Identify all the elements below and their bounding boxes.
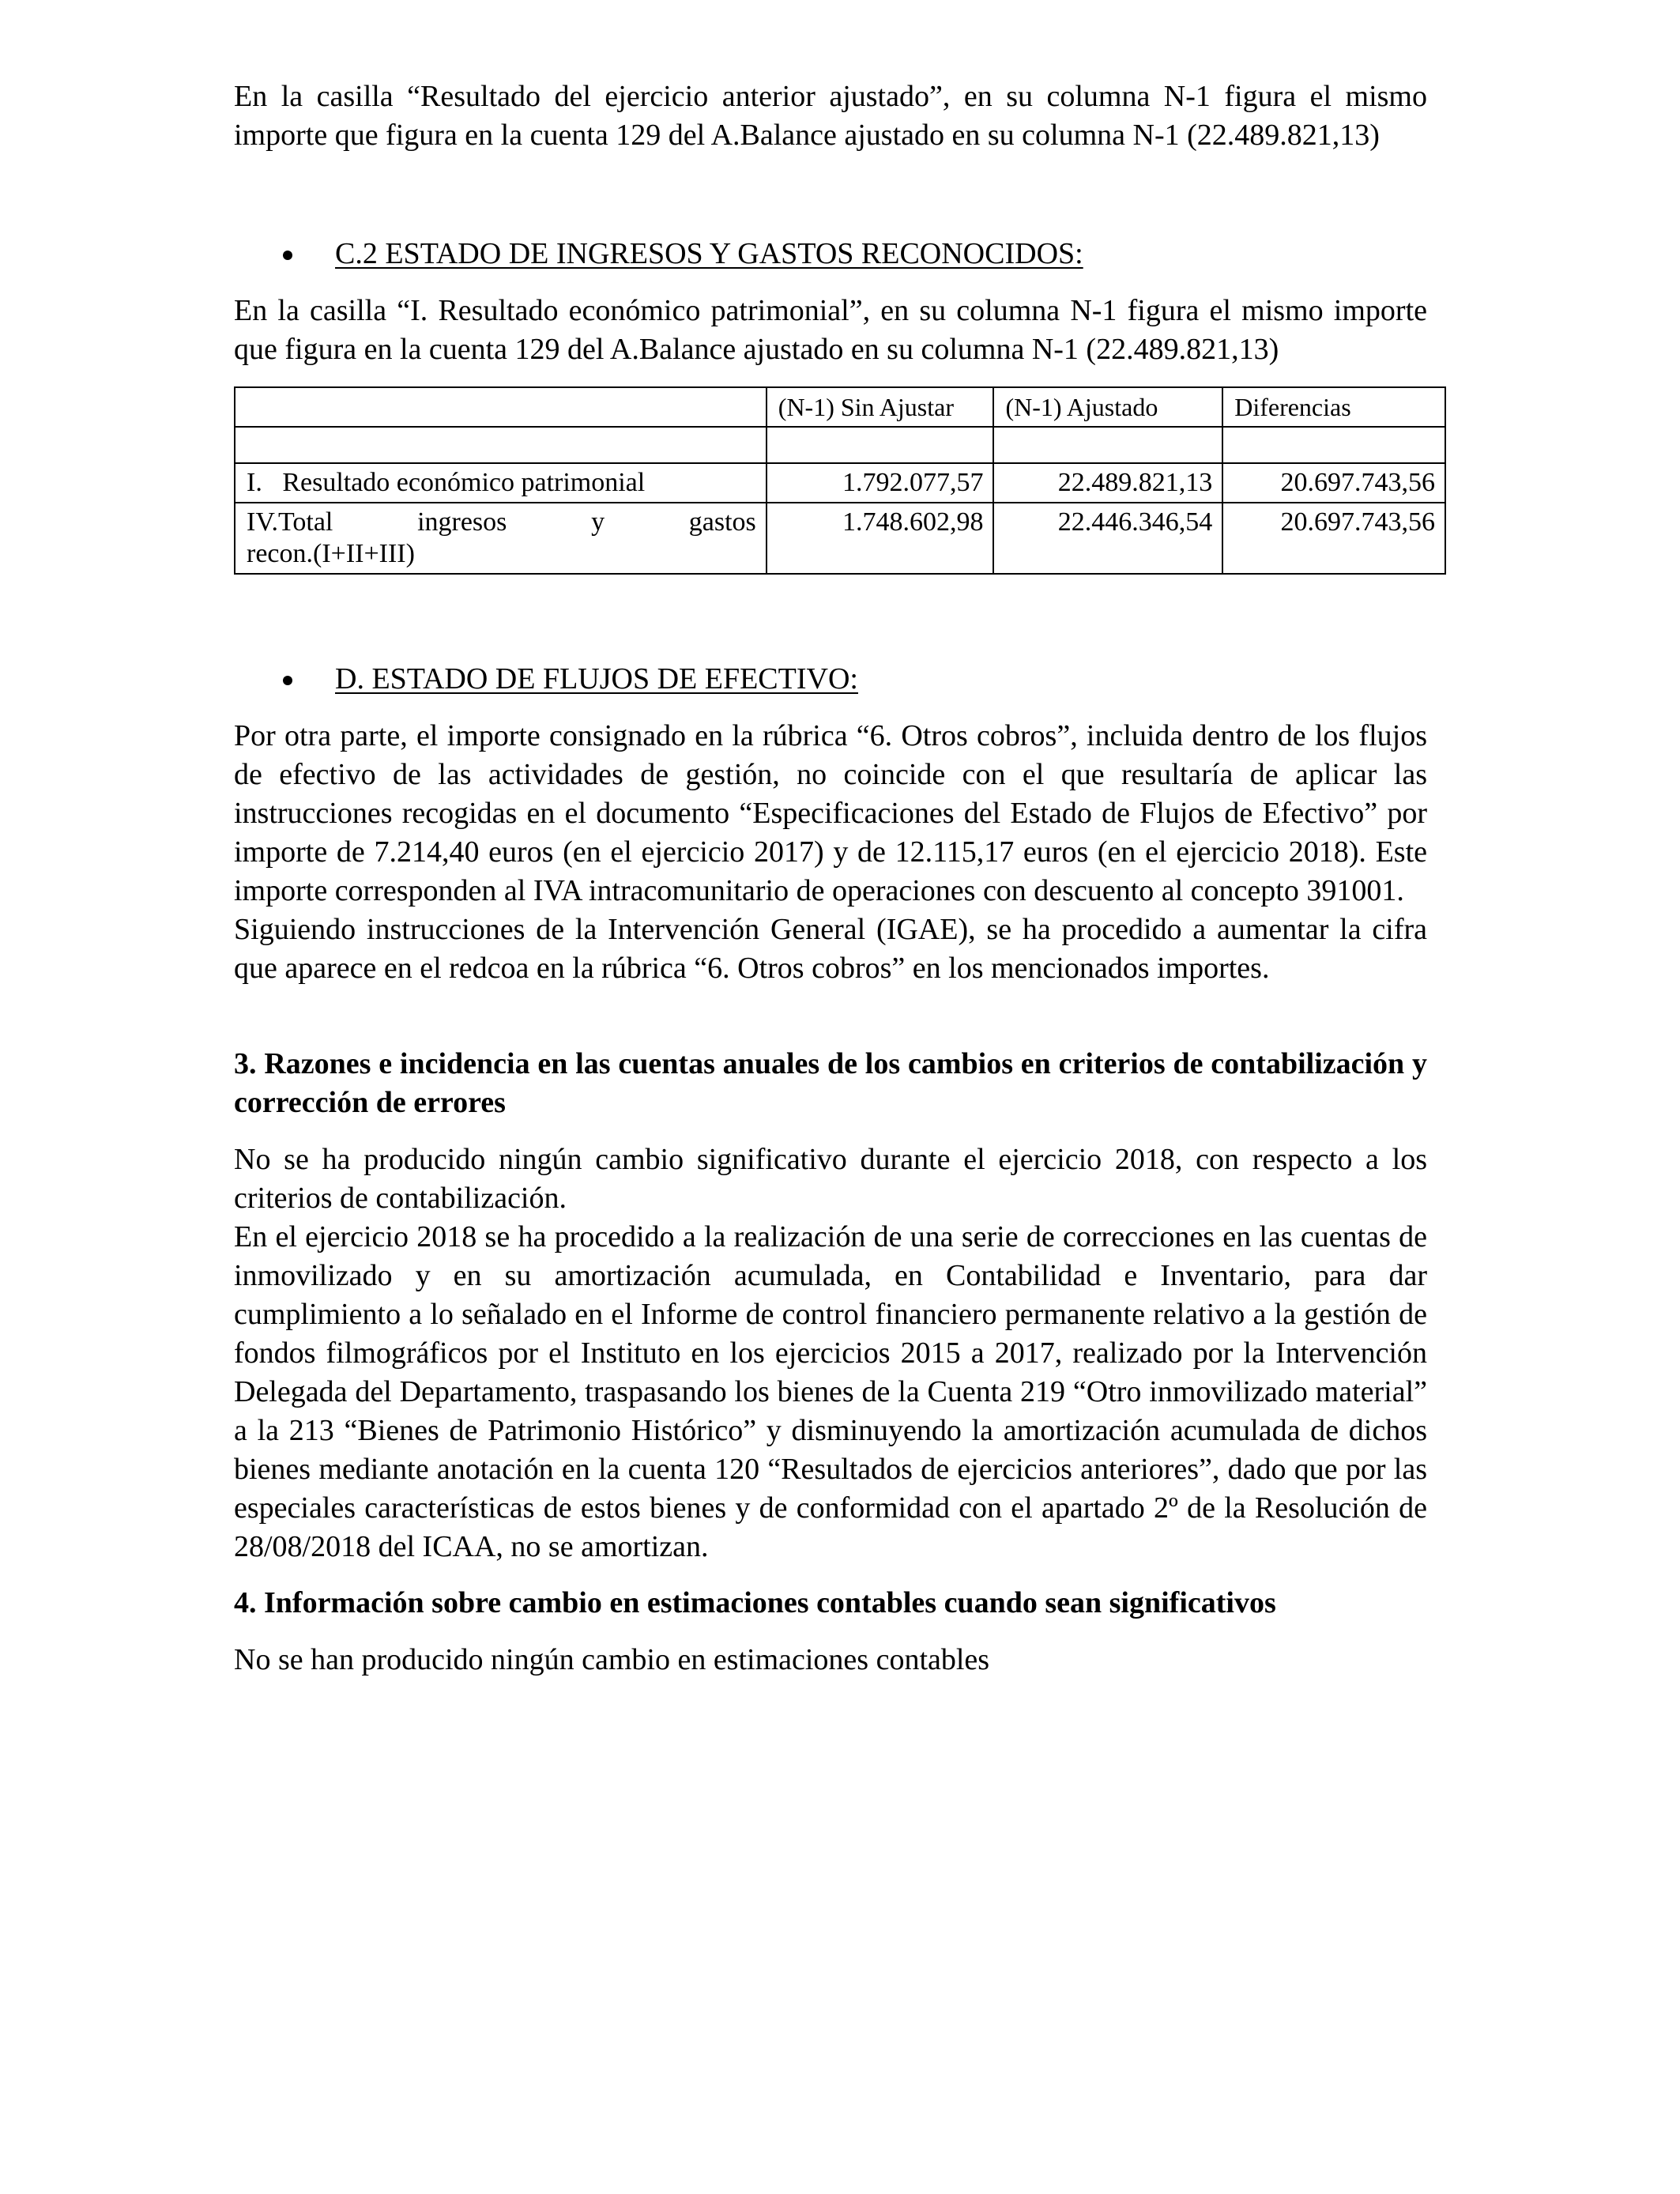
c2-paragraph: En la casilla “I. Resultado económico patrimonial”, en su columna N-1 figura el mismo importe que figura en la cuenta 129 del A.Balance ajustado en su columna N-1 (22.489.821,13) — [234, 294, 1427, 366]
table-cell-diferencias: 20.697.743,56 — [1222, 463, 1445, 503]
section-3-paragraph-1: No se ha producido ningún cambio significativo durante el ejercicio 2018, con respecto a los criterios de contabilización. — [234, 1143, 1427, 1215]
table-cell-sin-ajustar: 1.792.077,57 — [767, 463, 994, 503]
table-cell-ajustado: 22.446.346,54 — [993, 503, 1222, 574]
table-row-label: I. Resultado económico patrimonial — [235, 463, 767, 503]
intro-paragraph: En la casilla “Resultado del ejercicio anterior ajustado”, en su columna N-1 figura el mismo importe que figura en la cuenta 129 del A.Balance ajustado en su columna N-1 (22.489.821,13) — [234, 80, 1427, 152]
table-cell-sin-ajustar: 1.748.602,98 — [767, 503, 994, 574]
section-4-paragraph: No se han producido ningún cambio en estimaciones contables — [234, 1643, 990, 1676]
section-3-heading: 3. Razones e incidencia en las cuentas anuales de los cambios en criterios de contabilización y corrección de errores — [234, 1047, 1427, 1119]
table-header-cell — [235, 387, 767, 427]
document-page — [234, 77, 1435, 1679]
adjustment-table — [234, 386, 1446, 575]
bullet-icon — [283, 251, 292, 260]
table-row — [235, 503, 1445, 574]
heading-d — [234, 660, 1427, 699]
table-header-row — [235, 387, 1445, 427]
table-row — [235, 463, 1445, 503]
heading-c2 — [234, 235, 1427, 273]
section-3-paragraph-2: En el ejercicio 2018 se ha procedido a la realización de una serie de correcciones en las cuentas de inmovilizado y en su amortización acumulada, en Contabilidad e Inventario, para dar cumplimiento a lo señalado en el Informe de control financiero permanente relativo a la gestión de fondos filmográficos por el Instituto en los ejercicios 2015 a 2017, realizado por la Intervención Delegada del Departamento, traspasando los bienes de la Cuenta 219 “Otro inmovilizado material” a la 213 “Bienes de Patrimonio Histórico” y disminuyendo la amortización acumulada de dichos bienes mediante anotación en la cuenta 120 “Resultados de ejercicios anteriores”, dado que por las especiales características de estos bienes y de conformidad con el apartado 2º de la Resolución de 28/08/2018 del ICAA, no se amortizan. — [234, 1220, 1427, 1563]
table-header-cell: (N-1) Sin Ajustar — [767, 387, 994, 427]
table-header-cell: (N-1) Ajustado — [993, 387, 1222, 427]
heading-d-label: D. ESTADO DE FLUJOS DE EFECTIVO: — [335, 662, 858, 696]
table-cell-diferencias: 20.697.743,56 — [1222, 503, 1445, 574]
bullet-icon — [283, 676, 292, 685]
d-paragraph-2: Siguiendo instrucciones de la Intervención General (IGAE), se ha procedido a aumentar la cifra que aparece en el redcoa en la rúbrica “6. Otros cobros” en los mencionados importes. — [234, 913, 1427, 985]
table-header-cell: Diferencias — [1222, 387, 1445, 427]
d-paragraph-1: Por otra parte, el importe consignado en la rúbrica “6. Otros cobros”, incluida dentro de los flujos de efectivo de las actividades de gestión, no coincide con el que resultaría de aplicar las instrucciones recogidas en el documento “Especificaciones del Estado de Flujos de Efectivo” por importe de 7.214,40 euros (en el ejercicio 2017) y de 12.115,17 euros (en el ejercicio 2018). Este importe corresponden al IVA intracomunitario de operaciones con descuento al concepto 391001. — [234, 719, 1427, 907]
table-cell-ajustado: 22.489.821,13 — [993, 463, 1222, 503]
table-spacer-row — [235, 427, 1445, 463]
section-4-heading: 4. Información sobre cambio en estimaciones contables cuando sean significativos — [234, 1586, 1276, 1619]
table-row-label: IV.Total ingresos y gastos recon.(I+II+III) — [235, 503, 767, 574]
heading-c2-label: C.2 ESTADO DE INGRESOS Y GASTOS RECONOCIDOS: — [335, 237, 1083, 270]
